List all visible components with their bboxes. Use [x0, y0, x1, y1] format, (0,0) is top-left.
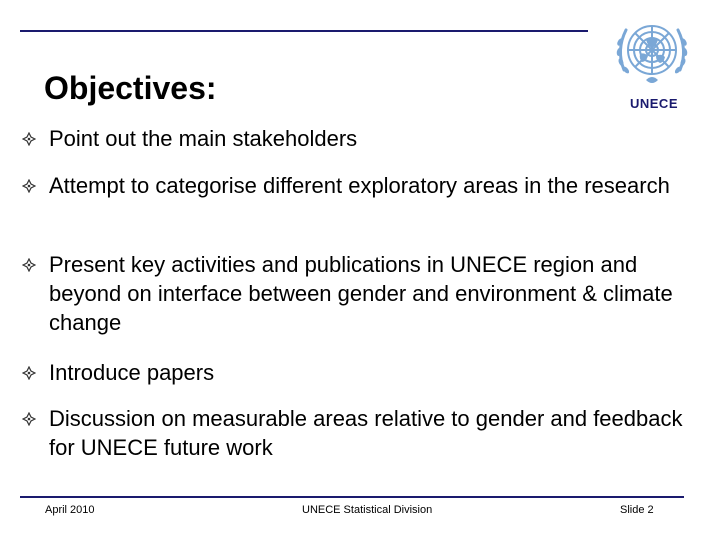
footer-organization: UNECE Statistical Division: [302, 504, 433, 516]
diamond-bullet-icon: [22, 132, 36, 146]
diamond-bullet-icon: [22, 366, 36, 380]
diamond-bullet-icon: [22, 258, 36, 272]
footer-date: April 2010: [45, 504, 95, 516]
bullet-text: Attempt to categorise different exploratory areas in the research: [49, 173, 670, 198]
slide-title: Objectives:: [44, 70, 217, 106]
bullet-text: Introduce papers: [49, 360, 215, 385]
bullet-text: Point out the main stakeholders: [49, 126, 358, 151]
bullet-text: Discussion on measurable areas relative to gender and feedback for UNECE future work: [49, 406, 683, 460]
diamond-bullet-icon: [22, 412, 36, 426]
diamond-bullet-icon: [22, 179, 36, 193]
logo-text: UNECE: [614, 95, 694, 113]
bullet-text: Present key activities and publications in UNECE region and beyond on interface between gender and environment & climate change: [49, 252, 673, 335]
footer-slide-number: Slide 2: [620, 504, 654, 516]
bottom-divider: [20, 496, 684, 498]
